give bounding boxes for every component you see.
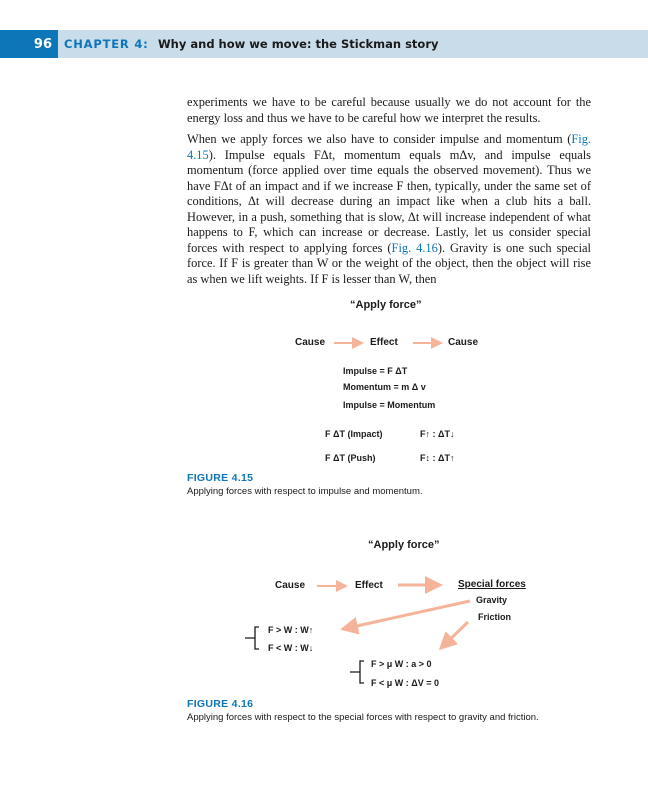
fig16-effect: Effect — [355, 580, 383, 591]
paragraph-2-part-a: When we apply forces we also have to consider impulse and momentum ( — [187, 132, 572, 146]
fig15-caption: Applying forces with respect to impulse and momentum. — [187, 486, 423, 497]
fig16-gravity-up: F > W : W↑ — [268, 625, 314, 635]
fig16-arrow-gravity — [343, 601, 470, 629]
fig15-push-relation: F↕ : ΔT↑ — [420, 453, 455, 463]
fig15-impulse-equals-momentum: Impulse = Momentum — [343, 400, 436, 410]
fig15-cause-2: Cause — [448, 337, 479, 348]
figure-ref-4-16[interactable]: Fig. 4.16 — [391, 240, 438, 255]
fig16-bracket-friction — [350, 661, 364, 683]
fig16-gravity-down: F < W : W↓ — [268, 643, 314, 653]
fig16-gravity: Gravity — [476, 595, 508, 605]
fig16-friction: Friction — [478, 612, 511, 622]
fig15-push: F ΔT (Push) — [325, 453, 376, 463]
fig16-friction-a: F > μ W : a > 0 — [371, 659, 432, 669]
fig16-special-forces: Special forces — [458, 579, 526, 590]
fig16-bracket-gravity — [245, 627, 259, 649]
fig15-cause: Cause — [295, 337, 326, 348]
chapter-title: Why and how we move: the Stickman story — [158, 37, 439, 51]
fig15-momentum: Momentum = m Δ v — [343, 382, 426, 392]
paragraph-2-part-b: ). Impulse equals FΔt, momentum equals mΔv, and impulse equals momentum (force applied over time equals the observed movement). Thus we have FΔt of an impact and if we increase F then, typically, under the same set of conditions, Δt will decrease during an impact like when a club hits a ball. However, in a push, something that is slow, Δt will increase independent of what happens to F, which can increase or decrease. Lastly, let us consider special forces with respect to applying forces ( — [187, 147, 591, 255]
fig15-caption-title: FIGURE 4.15 — [187, 472, 254, 484]
page-number: 96 — [0, 30, 58, 58]
fig15-effect: Effect — [370, 337, 398, 348]
figure-ref-4-15[interactable]: Fig. 4.15 — [187, 132, 591, 162]
paragraph-2 — [187, 132, 591, 287]
fig16-friction-b: F < μ W : ΔV = 0 — [371, 678, 439, 688]
fig15-impact-relation: F↑ : ΔT↓ — [420, 429, 455, 439]
paragraph-2-part-c: ). Gravity is one such special force. If F is greater than W or the weight of the object, then the object will rise as when we lift weights. If F is lesser than W, then — [187, 240, 591, 286]
fig16-caption: Applying forces with respect to the special forces with respect to gravity and friction. — [187, 712, 539, 723]
fig16-cause: Cause — [275, 580, 306, 591]
fig16-arrow-friction — [441, 622, 468, 648]
fig16-caption-title: FIGURE 4.16 — [187, 698, 254, 710]
paragraph-1: experiments we have to be careful because usually we do not account for the energy loss and thus we have to be careful how we interpret the results. — [187, 95, 591, 125]
fig15-title: “Apply force” — [350, 299, 422, 311]
fig16-title: “Apply force” — [368, 539, 440, 551]
chapter-label: CHAPTER 4: — [64, 37, 149, 51]
fig15-impact: F ΔT (Impact) — [325, 429, 383, 439]
fig15-impulse: Impulse = F ΔT — [343, 366, 408, 376]
